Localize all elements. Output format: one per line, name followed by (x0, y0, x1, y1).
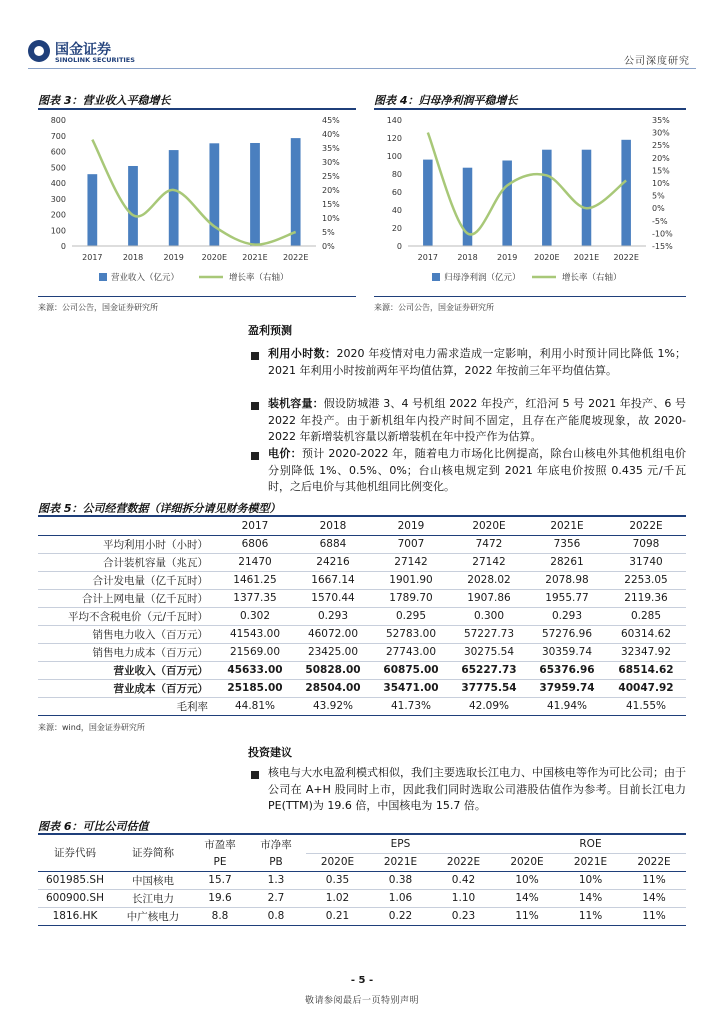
cell-value: 65227.73 (450, 661, 528, 679)
invest-section-title: 投资建议 (248, 746, 292, 759)
y-left-tick-label: 700 (50, 131, 66, 141)
fig4-bottom-rule (374, 296, 686, 297)
cell-value: 0.285 (606, 607, 686, 625)
legend-bar-label: 营业收入（亿元） (111, 273, 180, 283)
legend-bar-swatch (432, 273, 440, 281)
cell-value: 1955.77 (528, 589, 606, 607)
cell-value: 28261 (528, 553, 606, 571)
year-header: 2021E (528, 517, 606, 535)
cell-value: 0.300 (450, 607, 528, 625)
table-row (38, 643, 686, 661)
y-right-tick-label: 35% (652, 116, 670, 125)
y-right-tick-label: 0% (322, 242, 335, 251)
logo-en-text: SINOLINK SECURITIES (55, 56, 135, 64)
cell-eps: 0.35 (306, 871, 369, 889)
cell-value: 60314.62 (606, 625, 686, 643)
x-tick-label: 2020E (201, 253, 228, 262)
y-right-tick-label: 10% (652, 179, 670, 188)
cell-value: 25185.00 (216, 679, 294, 697)
table-row (38, 907, 686, 925)
report-section-label: 公司深度研究 (624, 56, 690, 67)
y-left-tick-label: 100 (386, 152, 402, 161)
cell-roe: 11% (559, 907, 622, 925)
profit-item-capacity (268, 396, 686, 446)
cell-value: 37775.54 (450, 679, 528, 697)
profit-item-capacity-head: 装机容量： (268, 397, 324, 410)
cell-value: 28504.00 (294, 679, 372, 697)
x-tick-label: 2022E (282, 253, 309, 262)
fig5-title: 图表 5：公司经营数据（详细拆分请见财务模型） (38, 502, 281, 515)
cell-value: 27142 (372, 553, 450, 571)
cell-value: 65376.96 (528, 661, 606, 679)
col-header-pe-top: 市盈率 (204, 838, 236, 851)
profit-item-hours-head: 利用小时数： (268, 347, 337, 360)
cell-value: 0.293 (294, 607, 372, 625)
fig4-title: 图表 4：归母净利润平稳增长 (374, 94, 518, 107)
growth-line (92, 140, 295, 245)
cell-value: 1789.70 (372, 589, 450, 607)
y-right-tick-label: 20% (322, 186, 340, 195)
cell-value: 27743.00 (372, 643, 450, 661)
cell-value: 24216 (294, 553, 372, 571)
x-tick-label: 2019 (163, 253, 184, 262)
y-left-tick-label: 400 (50, 179, 66, 188)
bullet-icon (251, 452, 259, 460)
cell-value: 41.94% (528, 697, 606, 715)
cell-value: 2119.36 (606, 589, 686, 607)
y-right-tick-label: 15% (652, 166, 670, 176)
cell-name: 中国核电 (112, 871, 194, 889)
cell-name: 长江电力 (112, 889, 194, 907)
cell-eps: 0.22 (369, 907, 432, 925)
cell-value: 35471.00 (372, 679, 450, 697)
cell-value: 68514.62 (606, 661, 686, 679)
cell-value: 41.73% (372, 697, 450, 715)
year-header: 2019 (372, 517, 450, 535)
table-row (38, 535, 686, 553)
y-left-tick-label: 80 (391, 170, 402, 179)
cell-value: 2078.98 (528, 571, 606, 589)
bar-mark (621, 140, 631, 246)
y-left-tick-label: 100 (50, 226, 66, 236)
x-tick-label: 2019 (496, 253, 518, 262)
fig3-source: 来源：公司公告，国金证券研究所 (38, 303, 158, 312)
year-header: 2017 (216, 517, 294, 535)
y-right-tick-label: -10% (652, 229, 673, 239)
cell-roe: 14% (559, 889, 622, 907)
cell-eps: 0.21 (306, 907, 369, 925)
fig3-title: 图表 3：营业收入平稳增长 (38, 94, 171, 107)
profit-item-hours-text: 2020 年疫情对电力需求造成一定影响，利用小时预计同比降低 1%；2021 年利用小时按前两年平均值估算，2022 年按前三年平均值估算。 (268, 347, 687, 377)
cell-value: 21470 (216, 553, 294, 571)
peer-valuation-table (38, 835, 686, 926)
cell-pb: 2.7 (246, 889, 306, 907)
table-row (38, 589, 686, 607)
fig4-top-rule (374, 108, 686, 110)
col-header-roe-year: 2022E (622, 853, 686, 871)
row-label: 毛利率 (38, 697, 216, 715)
cell-value: 1901.90 (372, 571, 450, 589)
cell-value: 30275.54 (450, 643, 528, 661)
row-label: 营业收入（百万元） (38, 661, 216, 679)
row-label: 销售电力成本（百万元） (38, 643, 216, 661)
cell-eps: 1.10 (432, 889, 495, 907)
cell-value: 0.293 (528, 607, 606, 625)
invest-text: 核电与大水电盈利模式相似，我们主要选取长江电力、中国核电等作为可比公司；由于公司在 A+H 股同时上市，因此我们同时选取公司港股估值作为参考。目前长江电力 PE(TTM)为 19.6 倍，中国核电为 15.7 倍。 (268, 766, 686, 812)
y-left-tick-label: 40 (391, 206, 402, 215)
cell-value: 6806 (216, 535, 294, 553)
cell-roe: 11% (622, 907, 686, 925)
y-right-tick-label: -15% (652, 242, 673, 251)
table-row (38, 661, 686, 679)
bar-mark (502, 161, 512, 247)
cell-value: 1377.35 (216, 589, 294, 607)
table-corner-cell (38, 517, 216, 535)
legend-line-label: 增长率（右轴） (562, 273, 622, 283)
cell-value: 44.81% (216, 697, 294, 715)
fig4-source: 来源：公司公告，国金证券研究所 (374, 303, 494, 312)
bar-mark (87, 174, 97, 246)
cell-name: 中广核电力 (112, 907, 194, 925)
col-header-name: 证券简称 (112, 835, 194, 871)
cell-value: 46072.00 (294, 625, 372, 643)
bar-mark (169, 150, 179, 246)
row-label: 合计上网电量（亿千瓦时） (38, 589, 216, 607)
cell-value: 57276.96 (528, 625, 606, 643)
x-tick-label: 2022E (613, 253, 639, 262)
cell-value: 42.09% (450, 697, 528, 715)
profit-item-capacity-text: 假设防城港 3、4 号机组 2022 年投产，红沿河 5 号 2021 年投产、6 号 2022 年投产。由于新机组年内投产时间不固定，且存在产能爬坡现象，故 2020-2022 年新增装机容量以新增装机在年中投产作为估算。 (268, 397, 687, 443)
bar-mark (542, 150, 552, 246)
cell-value: 43.92% (294, 697, 372, 715)
col-header-pe-bot: PE (194, 853, 246, 871)
cell-value: 57227.73 (450, 625, 528, 643)
row-label: 平均不含税电价（元/千瓦时） (38, 607, 216, 625)
fig3-bottom-rule (38, 296, 356, 297)
growth-line (428, 133, 626, 235)
y-right-tick-label: 25% (652, 141, 670, 151)
cell-roe: 10% (559, 871, 622, 889)
bar-mark (423, 160, 433, 246)
logo-cn-text: 国金证券 (55, 42, 111, 58)
cell-value: 1570.44 (294, 589, 372, 607)
bullet-icon (251, 771, 259, 779)
cell-eps: 1.02 (306, 889, 369, 907)
row-label: 平均利用小时（小时） (38, 535, 216, 553)
cell-roe: 11% (495, 907, 559, 925)
cell-value: 1667.14 (294, 571, 372, 589)
cell-value: 2253.05 (606, 571, 686, 589)
cell-pb: 0.8 (246, 907, 306, 925)
y-right-tick-label: 15% (322, 200, 340, 209)
cell-eps: 0.38 (369, 871, 432, 889)
cell-value: 0.295 (372, 607, 450, 625)
profit-item-hours (268, 346, 686, 379)
y-right-tick-label: 35% (322, 144, 340, 153)
y-left-tick-label: 600 (50, 147, 66, 157)
cell-value: 30359.74 (528, 643, 606, 661)
table-row (38, 697, 686, 715)
cell-code: 1816.HK (38, 907, 112, 925)
cell-value: 37959.74 (528, 679, 606, 697)
cell-value: 1907.86 (450, 589, 528, 607)
fig6-title: 图表 6：可比公司估值 (38, 820, 149, 833)
legend-bar-label: 归母净利润（亿元） (444, 273, 521, 283)
bar-mark (209, 143, 219, 246)
y-left-tick-label: 0 (60, 242, 66, 251)
bar-mark (291, 138, 301, 246)
cell-value: 7007 (372, 535, 450, 553)
table-row (38, 625, 686, 643)
fig3-top-rule (38, 108, 356, 110)
fig3-chart (38, 112, 356, 294)
cell-value: 7356 (528, 535, 606, 553)
cell-value: 0.302 (216, 607, 294, 625)
cell-value: 60875.00 (372, 661, 450, 679)
profit-section-title: 盈利预测 (248, 324, 292, 337)
y-left-tick-label: 0 (396, 242, 402, 251)
x-tick-label: 2018 (122, 253, 144, 262)
cell-value: 31740 (606, 553, 686, 571)
y-left-tick-label: 500 (50, 163, 66, 173)
page-number: - 5 - (350, 975, 374, 986)
x-tick-label: 2018 (457, 253, 478, 262)
cell-value: 6884 (294, 535, 372, 553)
cell-roe: 14% (622, 889, 686, 907)
y-right-tick-label: 5% (322, 228, 335, 237)
table-row (38, 871, 686, 889)
y-left-tick-label: 140 (386, 116, 402, 125)
row-label: 营业成本（百万元） (38, 679, 216, 697)
cell-code: 601985.SH (38, 871, 112, 889)
row-label: 销售电力收入（百万元） (38, 625, 216, 643)
cell-eps: 0.23 (432, 907, 495, 925)
cell-code: 600900.SH (38, 889, 112, 907)
legend-bar-swatch (99, 273, 107, 281)
y-left-tick-label: 60 (391, 188, 402, 197)
table-row (38, 607, 686, 625)
bar-mark (250, 143, 260, 246)
y-right-tick-label: 10% (322, 214, 340, 223)
x-tick-label: 2017 (82, 253, 103, 262)
row-label: 合计装机容量（兆瓦） (38, 553, 216, 571)
col-header-eps-year: 2020E (306, 853, 369, 871)
y-right-tick-label: 5% (652, 191, 665, 201)
operating-data-table (38, 517, 686, 716)
cell-value: 7472 (450, 535, 528, 553)
year-header: 2020E (450, 517, 528, 535)
col-header-code: 证券代码 (38, 835, 112, 871)
profit-item-price-head: 电价： (268, 447, 302, 460)
cell-roe: 10% (495, 871, 559, 889)
table-row (38, 889, 686, 907)
cell-eps: 1.06 (369, 889, 432, 907)
cell-value: 52783.00 (372, 625, 450, 643)
col-header-roe-year: 2021E (559, 853, 622, 871)
profit-item-price-text: 预计 2020-2022 年，随着电力市场化比例提高，除台山核电外其他机组电价分别降低 1%、0.5%、0%；台山核电规定到 2021 年底电价按照 0.435 元/千瓦时，之后电价与其他机组同比例变化。 (268, 447, 687, 493)
y-left-tick-label: 200 (50, 210, 66, 220)
y-left-tick-label: 120 (386, 134, 402, 143)
table-header-row (38, 517, 686, 535)
y-right-tick-label: 40% (322, 130, 340, 139)
y-right-tick-label: 25% (322, 172, 340, 181)
x-tick-label: 2020E (534, 253, 560, 262)
col-header-pb-bot: PB (246, 853, 306, 871)
cell-value: 45633.00 (216, 661, 294, 679)
table-row (38, 553, 686, 571)
col-header-roe-year: 2020E (495, 853, 559, 871)
legend-line-label: 增长率（右轴） (229, 273, 289, 283)
cell-value: 2028.02 (450, 571, 528, 589)
bullet-icon (251, 402, 259, 410)
table-row (38, 679, 686, 697)
bullet-icon (251, 352, 259, 360)
row-label: 合计发电量（亿千瓦时） (38, 571, 216, 589)
header-divider (28, 68, 696, 69)
col-header-eps: EPS (306, 835, 495, 853)
cell-value: 1461.25 (216, 571, 294, 589)
x-tick-label: 2017 (417, 253, 439, 262)
cell-eps: 0.42 (432, 871, 495, 889)
profit-item-price (268, 446, 686, 496)
y-left-tick-label: 20 (391, 224, 402, 233)
disclaimer-note: 敬请参阅最后一页特别声明 (304, 996, 419, 1006)
y-left-tick-label: 800 (50, 116, 66, 125)
col-header-eps-year: 2021E (369, 853, 432, 871)
cell-pe: 19.6 (194, 889, 246, 907)
cell-value: 40047.92 (606, 679, 686, 697)
cell-value: 21569.00 (216, 643, 294, 661)
y-right-tick-label: 30% (322, 158, 340, 167)
cell-pb: 1.3 (246, 871, 306, 889)
cell-value: 41.55% (606, 697, 686, 715)
y-left-tick-label: 300 (50, 194, 66, 204)
cell-value: 27142 (450, 553, 528, 571)
year-header: 2022E (606, 517, 686, 535)
fig5-source: 来源：wind，国金证券研究所 (38, 723, 145, 732)
year-header: 2018 (294, 517, 372, 535)
y-right-tick-label: 0% (652, 204, 665, 214)
y-right-tick-label: 20% (652, 153, 670, 163)
x-tick-label: 2021E (573, 253, 600, 262)
col-header-roe: ROE (495, 835, 686, 853)
cell-value: 32347.92 (606, 643, 686, 661)
bar-mark (128, 166, 138, 246)
table-row (38, 571, 686, 589)
y-right-tick-label: 45% (322, 116, 340, 125)
col-header-pb-top: 市净率 (260, 838, 292, 851)
y-right-tick-label: -5% (652, 216, 668, 226)
cell-value: 50828.00 (294, 661, 372, 679)
cell-pe: 8.8 (194, 907, 246, 925)
col-header-eps-year: 2022E (432, 853, 495, 871)
cell-value: 41543.00 (216, 625, 294, 643)
y-right-tick-label: 30% (652, 128, 670, 138)
cell-value: 7098 (606, 535, 686, 553)
bar-mark (582, 150, 592, 246)
x-tick-label: 2021E (242, 253, 268, 262)
fig4-chart (374, 112, 686, 294)
cell-value: 23425.00 (294, 643, 372, 661)
cell-roe: 11% (622, 871, 686, 889)
cell-pe: 15.7 (194, 871, 246, 889)
cell-roe: 14% (495, 889, 559, 907)
logo-mark-icon (28, 40, 50, 62)
